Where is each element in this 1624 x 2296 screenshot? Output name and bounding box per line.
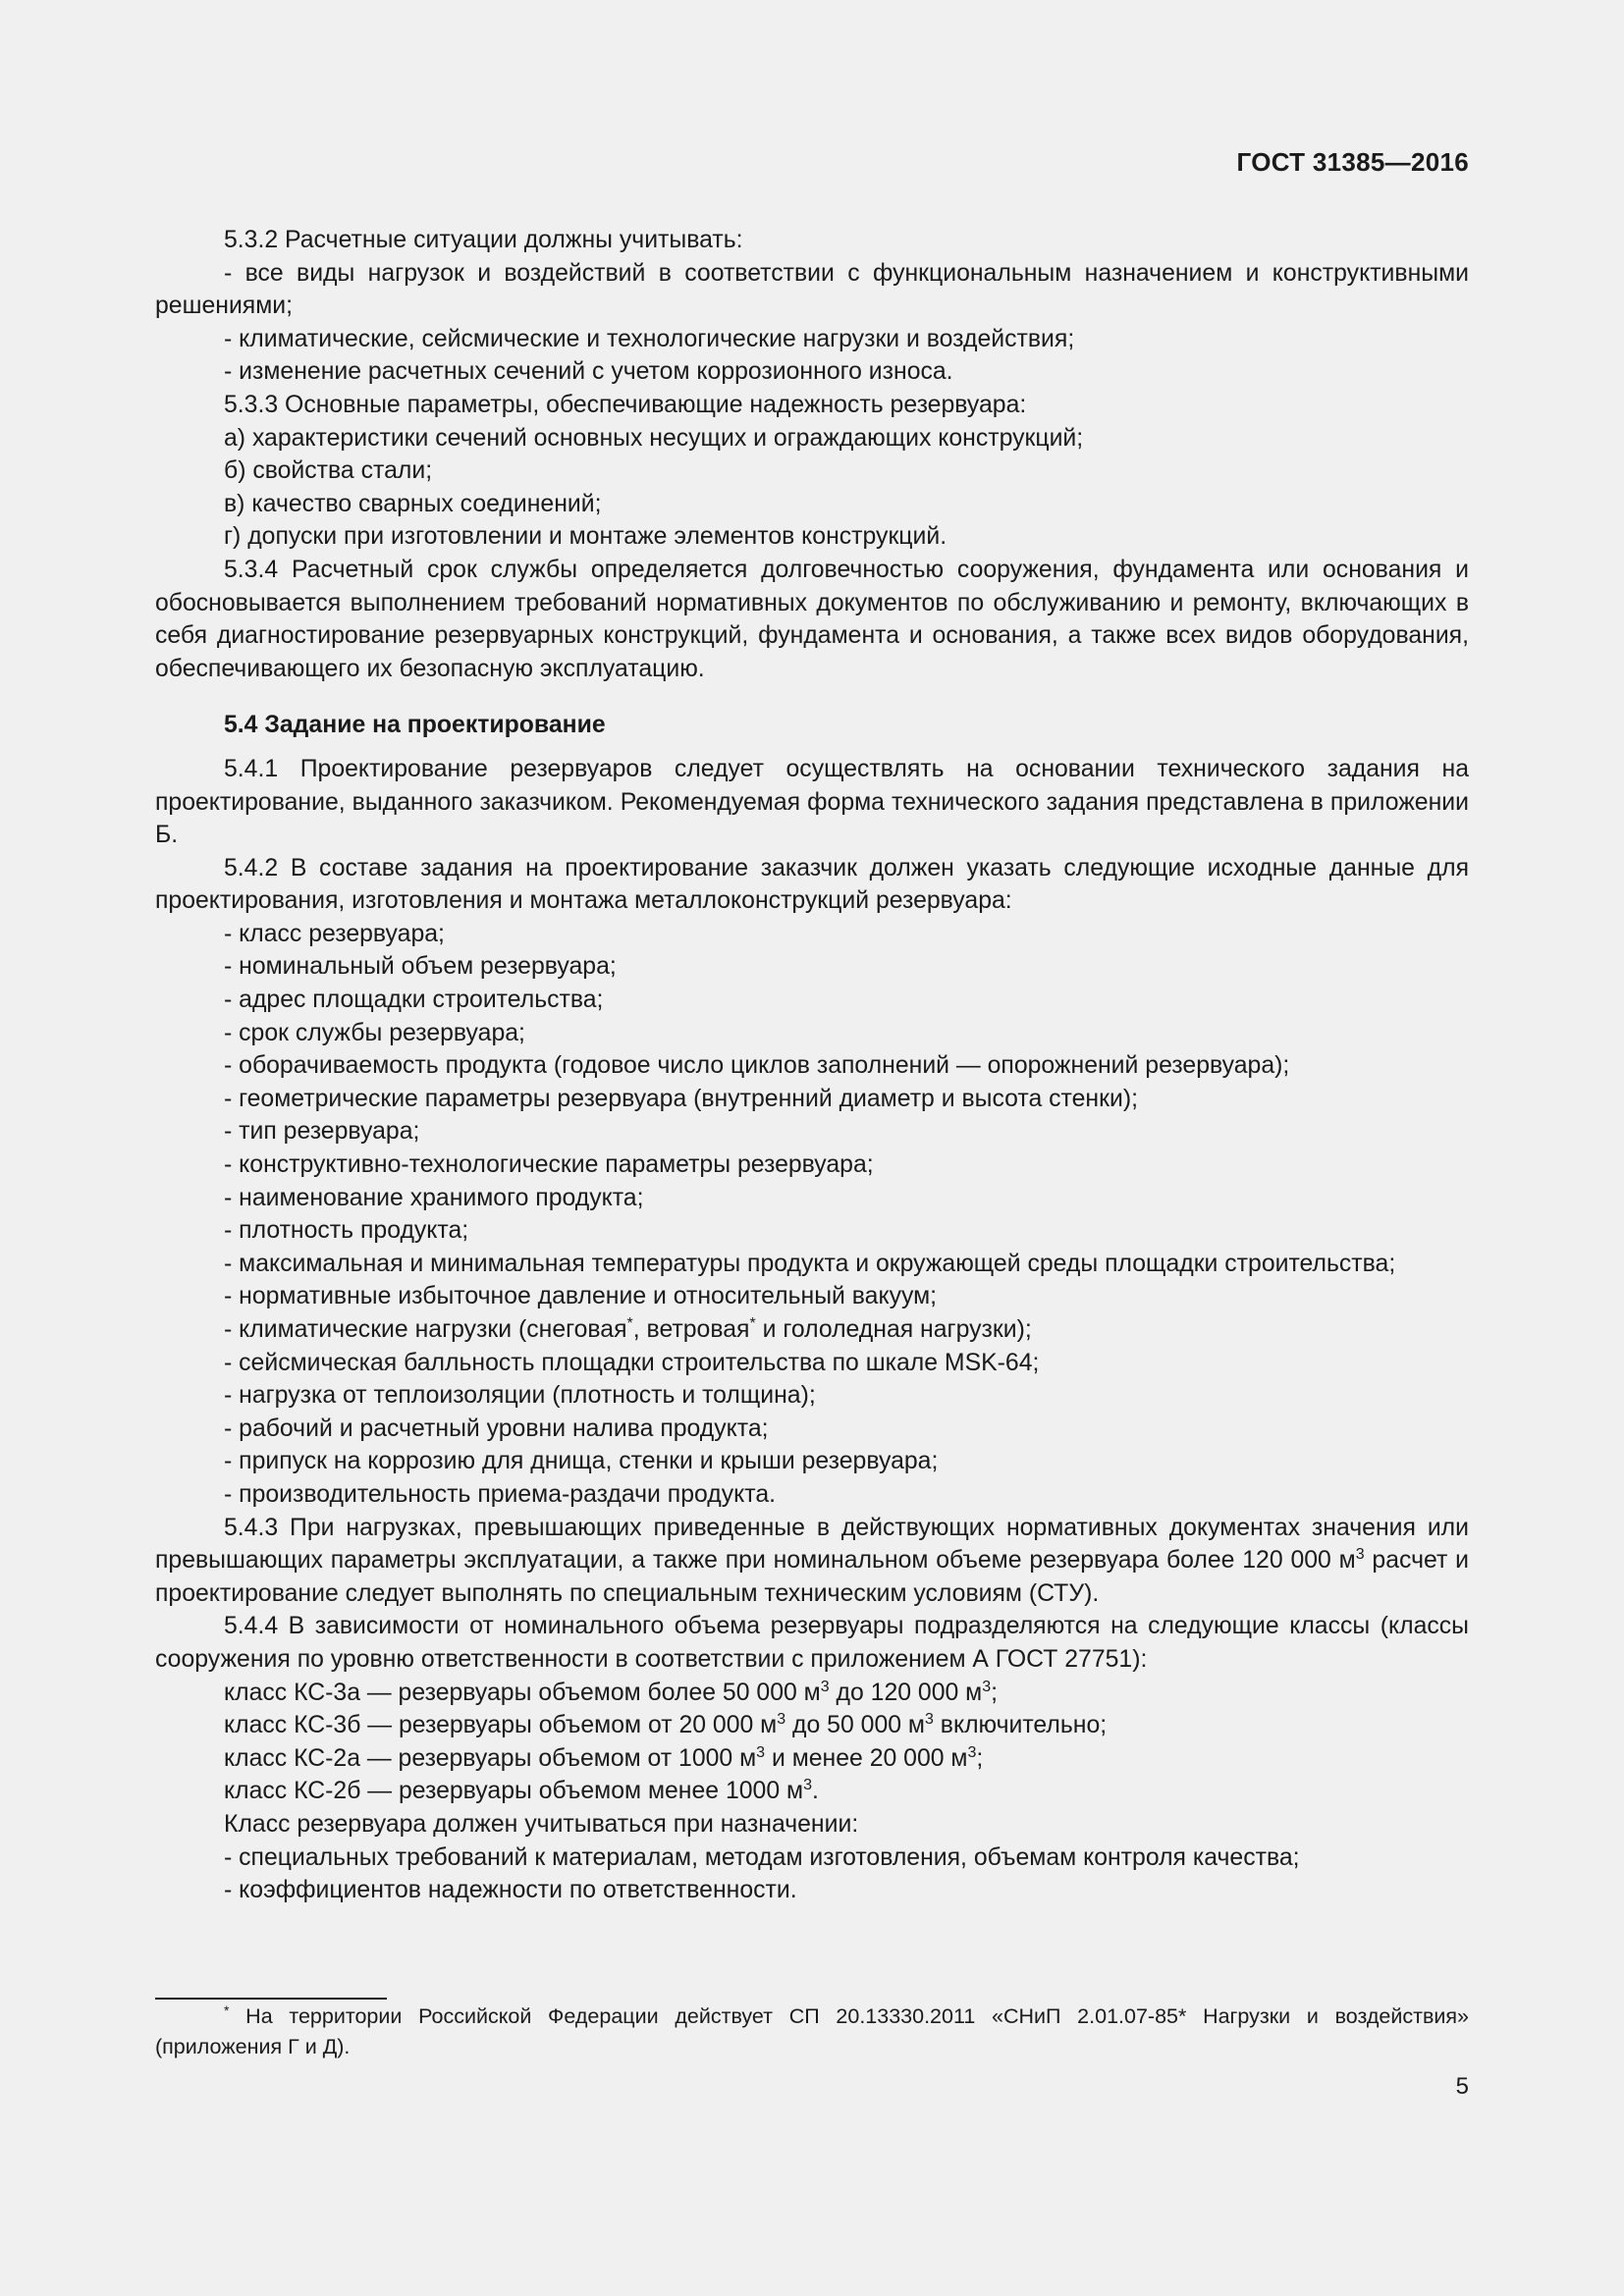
class-ks-2a: [155, 1742, 1469, 1776]
climatic-text-2: , ветровая: [632, 1316, 750, 1343]
clause-5-4-3: [155, 1512, 1469, 1611]
class-text: до 50 000 м: [785, 1712, 925, 1739]
superscript-3: 3: [982, 1678, 992, 1695]
clause-5-4-3-text-1: 5.4.3 При нагрузках, превышающих приведенные в действующих нормативных документах значения или превышающих параметры эксплуатации, а также при номинальном объеме резервуара более 120 000 м: [155, 1514, 1469, 1575]
class-ks-3a: [155, 1677, 1469, 1710]
class-text: .: [811, 1778, 819, 1805]
superscript-3: 3: [967, 1743, 977, 1761]
footnote-divider: [155, 1998, 387, 2000]
list-item: - производительность приема-раздачи продукта.: [224, 1480, 776, 1508]
list-item: - нормативные избыточное давление и относительный вакуум;: [224, 1283, 938, 1310]
document-header: ГОСТ 31385—2016: [1236, 147, 1469, 177]
list-item: - номинальный объем резервуара;: [224, 953, 617, 981]
clause-5-3-3-intro: 5.3.3 Основные параметры, обеспечивающие надежность резервуара:: [224, 391, 1027, 418]
class-text: класс КС-3а — резервуары объемом более 50 000 м: [224, 1679, 821, 1706]
clause-5-4-3-text-2: расчет и проектирование следует выполнять по специальным техническим условиям (СТУ).: [155, 1547, 1470, 1607]
list-item-climatic-loads: [155, 1313, 1469, 1347]
class-text: ;: [976, 1744, 984, 1772]
list-item: - изменение расчетных сечений с учетом коррозионного износа.: [224, 358, 953, 386]
climatic-text-1: - климатические нагрузки (снеговая: [224, 1316, 627, 1343]
list-item: - максимальная и минимальная температуры продукта и окружающей среды площадки строительства;: [224, 1250, 1396, 1277]
superscript-3: 3: [756, 1743, 766, 1761]
class-text: до 120 000 м: [829, 1679, 983, 1706]
list-item: - адрес площадки строительства;: [224, 987, 604, 1014]
list-item: - все виды нагрузок и воздействий в соответствии с функциональным назначением и конструктивными решениями;: [155, 259, 1469, 320]
list-item: - припуск на коррозию для днища, стенки и крыши резервуара;: [224, 1448, 939, 1475]
document-body: [155, 224, 1469, 1907]
list-item: - плотность продукта;: [224, 1217, 469, 1245]
class-text: и менее 20 000 м: [765, 1744, 968, 1772]
section-title-5-4: 5.4 Задание на проектирование: [224, 712, 606, 739]
list-item: - срок службы резервуара;: [224, 1019, 525, 1046]
class-ks-2b: [155, 1775, 1469, 1808]
clause-5-4-1: 5.4.1 Проектирование резервуаров следует осуществлять на основании технического задания на проектирование, выданного заказчиком. Рекомендуемая форма технического задания представлена в приложении Б.: [155, 755, 1469, 849]
list-item: б) свойства стали;: [224, 457, 433, 485]
list-item: - сейсмическая балльность площадки строительства по шкале MSK-64;: [224, 1349, 1040, 1376]
footnote-mark: *: [224, 2002, 230, 2018]
class-ks-3b: [155, 1709, 1469, 1742]
list-item: - оборачиваемость продукта (годовое число циклов заполнений — опорожнений резервуара);: [224, 1052, 1290, 1080]
list-item: - конструктивно-технологические параметры резервуара;: [224, 1151, 874, 1179]
clause-5-4-4-intro: 5.4.4 В зависимости от номинального объема резервуары подразделяются на следующие классы (классы сооружения по уровню ответственности в соответствии с приложением А ГОСТ 27751):: [155, 1613, 1469, 1673]
footnote-ref: *: [749, 1315, 756, 1332]
class-purpose-intro: Класс резервуара должен учитываться при назначении:: [224, 1810, 859, 1838]
footnote: [155, 2002, 1469, 2062]
list-item: - тип резервуара;: [224, 1118, 420, 1146]
class-text: включительно;: [933, 1712, 1108, 1739]
class-text: класс КС-3б — резервуары объемом от 20 000 м: [224, 1712, 778, 1739]
footnote-ref: *: [626, 1315, 633, 1332]
superscript-3: 3: [1355, 1546, 1365, 1564]
class-text: класс КС-2б — резервуары объемом менее 1000 м: [224, 1778, 804, 1805]
class-text: класс КС-2а — резервуары объемом от 1000 м: [224, 1744, 757, 1772]
class-text: ;: [991, 1679, 999, 1706]
page-number: 5: [1455, 2073, 1469, 2100]
list-item: - нагрузка от теплоизоляции (плотность и толщина);: [224, 1382, 816, 1410]
superscript-3: 3: [820, 1678, 830, 1695]
footnote-text: На территории Российской Федерации действует СП 20.13330.2011 «СНиП 2.01.07-85* Нагрузки и воздействия» (приложения Г и Д).: [155, 2004, 1469, 2058]
list-item: - наименование хранимого продукта;: [224, 1184, 644, 1211]
clause-5-4-2-intro: 5.4.2 В составе задания на проектирование заказчик должен указать следующие исходные данные для проектирования, изготовления и монтажа металлоконструкций резервуара:: [155, 854, 1469, 915]
list-item: а) характеристики сечений основных несущих и ограждающих конструкций;: [224, 424, 1084, 452]
list-item: г) допуски при изготовлении и монтаже элементов конструкций.: [224, 523, 947, 551]
clause-5-3-4: 5.3.4 Расчетный срок службы определяется долговечностью сооружения, фундамента или основания и обосновывается выполнением требований нормативных документов по обслуживанию и ремонту, включающих в себя диагностирование резервуарных конструкций, фундамента и основания, а также всех видов оборудования, обеспечивающего их безопасную эксплуатацию.: [155, 556, 1469, 682]
superscript-3: 3: [803, 1777, 812, 1794]
list-item: - геометрические параметры резервуара (внутренний диаметр и высота стенки);: [224, 1085, 1138, 1112]
climatic-text-3: и гололедная нагрузки);: [755, 1316, 1032, 1343]
list-item: - коэффициентов надежности по ответственности.: [224, 1877, 797, 1904]
superscript-3: 3: [777, 1711, 786, 1729]
list-item: - класс резервуара;: [224, 920, 445, 947]
list-item: - рабочий и расчетный уровни налива продукта;: [224, 1415, 769, 1442]
list-item: - климатические, сейсмические и технологические нагрузки и воздействия;: [224, 325, 1075, 352]
list-item: - специальных требований к материалам, методам изготовления, объемам контроля качества;: [224, 1843, 1300, 1871]
superscript-3: 3: [924, 1711, 934, 1729]
clause-5-3-2-intro: 5.3.2 Расчетные ситуации должны учитывать:: [224, 227, 743, 253]
list-item: в) качество сварных соединений;: [224, 490, 602, 517]
